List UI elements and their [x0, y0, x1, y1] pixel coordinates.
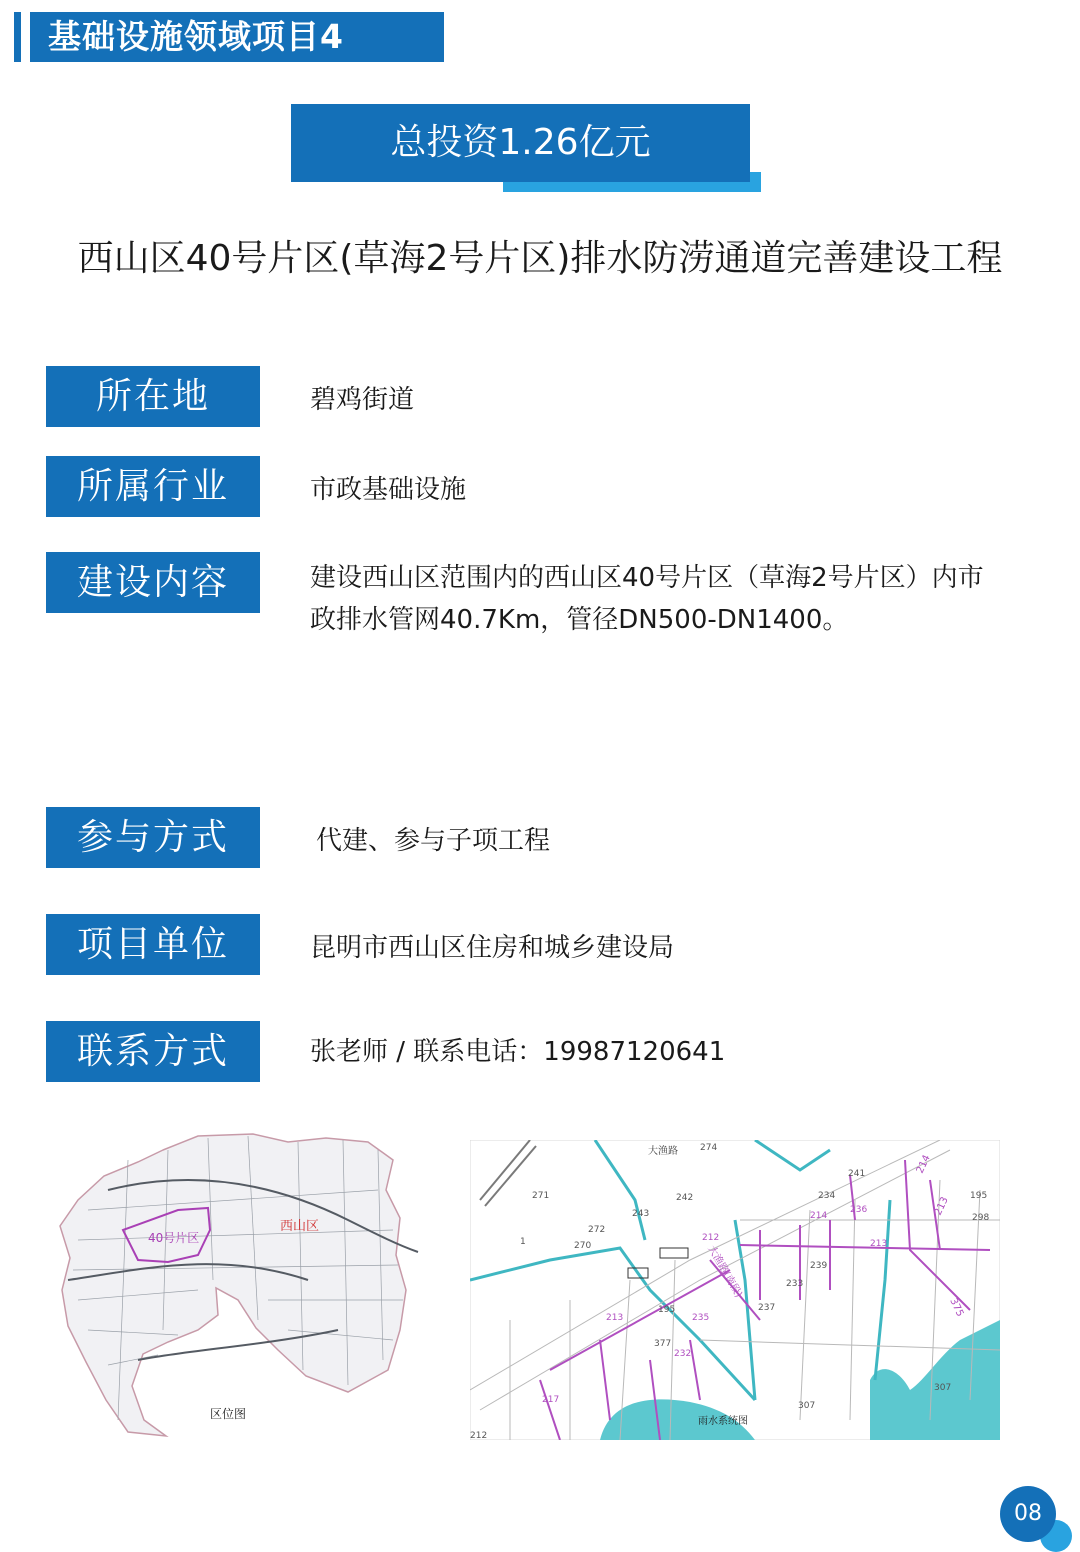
map-num: 243: [632, 1209, 650, 1219]
map-num: 1: [520, 1237, 526, 1247]
label-content: 建设内容: [46, 552, 260, 613]
zone-label: 40号片区: [148, 1231, 200, 1245]
header-accent-bar: [14, 12, 21, 62]
label-contact: 联系方式: [46, 1021, 260, 1082]
map-num: 274: [700, 1143, 718, 1153]
map-diag-label: 大渔路(南段): [705, 1244, 744, 1300]
district-label: 西山区: [280, 1219, 320, 1234]
location-map: [48, 1130, 428, 1440]
map-num: 232: [674, 1349, 692, 1359]
map-num: 241: [848, 1169, 866, 1179]
rainwater-map-caption: 雨水系统图: [698, 1416, 748, 1427]
label-unit: 项目单位: [46, 914, 260, 975]
map-num: 214: [810, 1211, 828, 1221]
map-num: 217: [542, 1395, 560, 1405]
map-num: 377: [654, 1339, 672, 1349]
map-num: 242: [676, 1193, 694, 1203]
project-title: 西山区40号片区(草海2号片区)排水防涝通道完善建设工程: [77, 238, 1003, 279]
map-diag-label: 375: [947, 1296, 966, 1319]
value-contact: 张老师 / 联系电话：19987120641: [310, 1037, 726, 1067]
section-title: 基础设施领域项目4: [30, 12, 444, 62]
map-num: 212: [702, 1233, 720, 1243]
map-num: 239: [810, 1261, 828, 1271]
rainwater-system-map: [470, 1140, 1000, 1440]
map-num: 213: [870, 1239, 888, 1249]
map-diag-label: 213: [932, 1195, 951, 1218]
map-num: 235: [692, 1313, 710, 1323]
map-num: 213: [606, 1313, 624, 1323]
map-num: 307: [934, 1383, 952, 1393]
map-diag-label: 214: [914, 1153, 933, 1176]
map-num: 195: [970, 1191, 988, 1201]
map-num: 270: [574, 1241, 592, 1251]
map-num: 236: [850, 1205, 868, 1215]
label-industry: 所属行业: [46, 456, 260, 517]
value-content-line-2: 政排水管网40.7Km，管径DN500-DN1400。: [310, 605, 849, 635]
map-num: 272: [588, 1225, 606, 1235]
map-num: 234: [818, 1191, 836, 1201]
value-content-line-1: 建设西山区范围内的西山区40号片区（草海2号片区）内市: [310, 563, 984, 593]
map-num: 195: [658, 1305, 676, 1315]
label-participation: 参与方式: [46, 807, 260, 868]
road-label: 大渔路: [648, 1146, 678, 1157]
page-number: 08: [1000, 1486, 1056, 1542]
value-industry: 市政基础设施: [310, 475, 467, 505]
label-location: 所在地: [46, 366, 260, 427]
investment-total: 总投资1.26亿元: [291, 104, 750, 182]
value-unit: 昆明市西山区住房和城乡建设局: [310, 933, 675, 963]
map-num: 237: [758, 1303, 776, 1313]
value-location: 碧鸡街道: [310, 385, 415, 415]
map-num: 271: [532, 1191, 550, 1201]
value-participation: 代建、参与子项工程: [316, 826, 551, 856]
map-num: 298: [972, 1213, 990, 1223]
map-num: 307: [798, 1401, 816, 1411]
map-num: 212: [470, 1431, 488, 1440]
map-num: 233: [786, 1279, 804, 1289]
location-map-caption: 区位图: [210, 1407, 247, 1421]
